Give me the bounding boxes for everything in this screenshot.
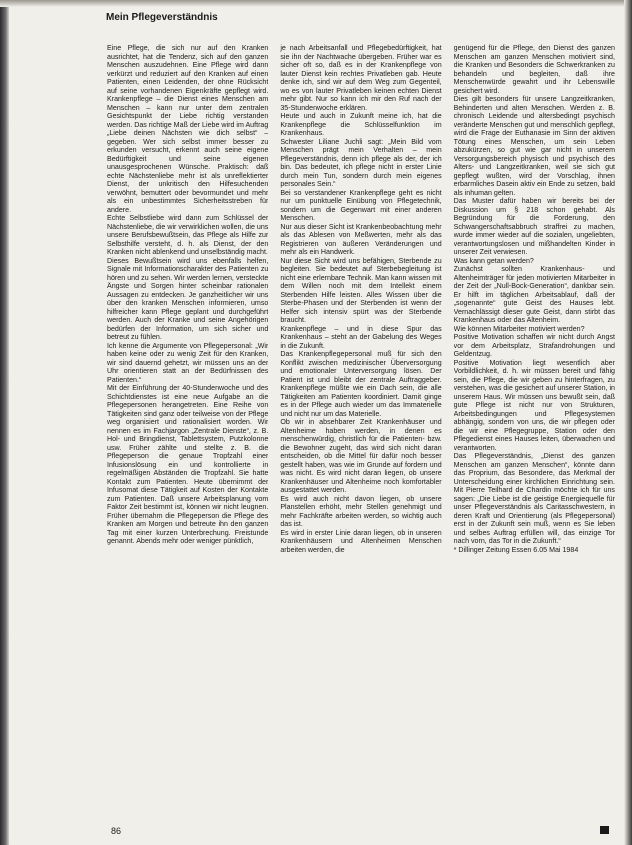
paragraph: Es wird in erster Linie daran liegen, ob in unseren Krankenhäusern und Altenheimen Menschen arbeiten werden, die: [280, 528, 442, 554]
text-column-3: [454, 44, 615, 829]
paragraph: Krankenpflege – und in diese Spur das Krankenhaus – steht an der Gabelung des Weges in die Zukunft.: [280, 324, 442, 350]
paragraph: Nur diese Sicht wird uns befähigen, Sterbende zu begleiten. Sie bedeutet auf Sterbebegleitung ist nicht eine erlernbare Technik. Man kann wissen mit dem Willen noch mit dem Intellekt einem Sterbenden Hilfe leisten. Alles Wissen über die Sterbe-Phasen und der Sterbenden ist wenn der Helfer sich intensiv spürt was der Sterbende braucht.: [280, 256, 442, 324]
paragraph: je nach Arbeitsanfall und Pflegebedürftigkeit, hat sie ihn der Nachtwache übergeben. Früher war es sicher oft so, daß es in der Krankenpflege von lauter Dienst kein rechtes Privatleben gab. Heute denke ich, sind wir auf dem Weg zum Gegenteil, wo es von lauter Privatleben keinen echten Dienst mehr gibt. Nur so kann ich mir den Ruf nach der 35-Stundenwoche erklären.: [280, 44, 442, 112]
text-column-2: [280, 44, 441, 829]
paragraph: Heute und auch in Zukunft meine ich, hat die Krankenpflege die Schlüsselfunktion im Krankenhaus.: [280, 112, 442, 137]
paragraph: Das Pflegeverständnis, „Dienst des ganzen Menschen am ganzen Menschen“, könnte dann das Proprium, das Besondere, das Merkmal der Unterscheidung einer kirchlichen Einrichtung sein. Mit Pierre Teilhard de Chardin möchte ich für uns sagen: „Die Liebe ist die geistige Energiequelle für unser Pflegeverständnis als Caritasschwestern, in deren Kraft und Orientierung (als Pflegepersonal) erst in der Zukunft sein muß, wenn es Sie leben und selbes Auftrag erfüllen will, das einzige Tor nach vorn, das Tor in die Zukunft.“: [453, 452, 615, 545]
page-number: 86: [111, 826, 122, 836]
page-header: Mein Pflegeverständnis: [106, 12, 218, 23]
paragraph: Positive Motivation liegt wesentlich aber Vorbildlichkeit, d. h. wir müssen bereit und fähig sein, die Pflege, die wir geben zu hinterfragen, zu verstehen, was die gesichert auf unserer Station, in unserem Haus. Wir müssen uns bewußt sein, daß gute Pflege ist nicht nur von Strukturen, Arbeitsbedingungen und Pflegesystemen abhängig, sondern von uns, die wir pflegen oder die wir eine Pflegegruppe, Station oder den Pflegedienst eines Hauses leiten, überwachen und verantworten.: [453, 358, 615, 452]
paragraph: Ob wir in absehbarer Zeit Krankenhäuser und Altenheime haben werden, in denen es menschenwürdig, christlich für die Patienten- bzw. die Bewohner zugeht, das wird sich nicht daran entscheiden, ob die Mittel für dafür noch besser gestellt haben, was wie im Grunde auf fordern und was nicht. Es wird nicht daran liegen, ob unsere Krankenhäuser und Altenheime noch komfortabler ausgestattet werden.: [280, 418, 442, 494]
paragraph: Positive Motivation schaffen wir nicht durch Angst vor dem Arbeitsplatz, Strafandrohungen und Geldentzug.: [453, 333, 615, 358]
text-column-1: [107, 44, 268, 829]
end-mark: [600, 826, 609, 834]
paragraph: Das Muster dafür haben wir bereits bei der Diskussion um § 218 schon gehabt. Als Begründung für die Forderung, den Schwangerschaftsabbruch straffrei zu machen, wurde immer wieder auf die sozialen, ungeliebten, verantwortungslosen und mißhandelten Kinder in unserer Zeit verwiesen.: [453, 197, 615, 256]
paragraph: Wie können Mitarbeiter motiviert werden?: [453, 324, 585, 333]
right-edge-shadow: [624, 0, 632, 845]
paragraph: Mit der Einführung der 40-Stundenwoche und des Schichtdienstes ist eine neue Aufgabe an die Pflegepersonen herangetreten. Eine Reihe von Tätigkeiten sind ganz oder teilweise von der Pflege weg organisiert und rationalisiert worden. Wir nennen es im Fachjargon „Zentrale Dienste“, z. B. Hol- und Bringdienst, Tablettsystem, Putzkolonne usw. Früher zählte und stellte z. B. die Pflegeperson die genaue Tropfzahl einer Infusionslösung ein und kontrollierte in regelmäßigen Abständen die Tropfzahl. Sie hatte Kontakt zum Patienten. Heute übernimmt der Infusomat diese Tätigkeit auf Kosten der Kontakte zum Patienten. Daß unsere Arbeitsplanung vom Faktor Zeit bestimmt ist, können wir nicht leugnen. Früher übernahm die Pflegeperson die Pflege des Kranken am Morgen und betreute ihn den ganzen Tag mit einer kurzen Unterbrechung. Freistunde genannt. Abends mehr oder weniger pünktlich,: [107, 384, 269, 545]
paragraph: Echte Selbstliebe wird dann zum Schlüssel der Nächstenliebe, die wir verwirklichen wollen, die uns unsere Berufsbewußtsein, das Pflege als Hilfe zur Selbsthilfe versteht, d. h. als Dienst, der den Kranken nicht ablenkend und unselbständig macht.: [107, 214, 269, 256]
text-columns: [107, 44, 615, 829]
paragraph: genügend für die Pflege, den Dienst des ganzen Menschen am ganzen Menschen motiviert sind, die Kranken und Besonders die Schwerkranken zu behandeln und begleiten, daß ihre Menschenwürde gewahrt und ihr Lebenswille gesichert wird.: [453, 44, 615, 95]
paragraph: Es wird auch nicht davon liegen, ob unsere Planstellen erhöht, mehr Stellen genehmigt und mehr Fachkräfte arbeiten werden, so wichtig auch das ist.: [280, 494, 442, 528]
paragraph: Ich kenne die Argumente von Pflegepersonal: „Wir haben keine oder zu wenig Zeit für den Kranken, wir sind dauernd gehetzt, wir müssen uns an der Uhr orientieren statt an der Bedürfnissen des Patienten.“: [107, 341, 269, 384]
paragraph: Schwester Liliane Juchli sagt: „Mein Bild vom Menschen prägt mein Verhalten – mein Pflegeverständnis, denn ich pflege als der, der ich bin. Das bedeutet, ich pflege nicht in erster Linie durch mein Tun, sondern durch mein eigenes personales Sein.“: [280, 137, 442, 188]
paragraph: Das Krankenpflegepersonal muß für sich den Konflikt zwischen medizinischer Überversorgung und emotionaler Unterversorgung lösen. Der Patient ist und bleibt der zentrale Auftraggeber. Krankenpflege müßte wie ein Dach sein, die alle Tätigkeiten am Patienten koordiniert. Damit ginge es in der Pflege auch wieder um das Immaterielle und nicht nur um das Materielle.: [280, 350, 442, 418]
paragraph: Dieses Bewußtsein wird uns ebenfalls helfen, Signale mit Informationscharakter des Patienten zu hören und zu sehen. Wir werden lernen, versteckte Ängste und Sorgen hinter scheinbar rationalen Aussagen zu entdecken. Je ganzheitlicher wir uns über den kranken Menschen informieren, umso hilfreicher kann Pflege geplant und durchgeführt werden. Auch der Kranke und seine Angehörigen bedürfen der Information, um sich sicher und betreut zu fühlen.: [107, 256, 269, 341]
paragraph: Eine Pflege, die sich nur auf den Kranken ausrichtet, hat die Tendenz, sich auf den ganzen Menschen auszudehnen. Eine Pflege wird dann verkürzt und reduziert auf den Kranken auf einen Patienten, einen Leidenden, der ohne Rücksicht auf seine vorhandenen Eigenkräfte gepflegt wird. Krankenpflege – die Dienst eines Menschen am Menschen – kann nur unter dem zentralen Gesichtspunkt der Liebe richtig verstanden werden. Das richtige Maß der Liebe wird im Auftrag „Liebe deinen Nächsten wie dich selbst“ – gegeben. Wer sich selbst immer besser zu erkunden versucht, erkennt auch seine eigene Bedürftigkeit und seine eigenen unausgesprochenen Wünsche. Praktisch: daß echte Nächstenliebe mehr ist als unreflektierter Dienst, der unkritisch den Hilfesuchenden verwöhnt, bemuttert oder bevormundet und mehr als ein unbestimmtes Sicherheitsstreben für andere.: [107, 44, 269, 214]
footnote: * Dillinger Zeitung Essen 6.05 Mai 1984: [453, 545, 579, 554]
paragraph: Was kann getan werden?: [453, 256, 534, 265]
paragraph: Dies gilt besonders für unsere Langzeitkranken, Behinderten und alten Menschen. Werden z. B. chronisch Leidende und altersbedingt psychisch veränderte Menschen gut und menschlich gepflegt, wird die Frage der Euthanasie im Sinn der aktiven Tötung eines Menschen, um sein Leben abzukürzen, so gut wie gar nicht in unserem Versorgungsbereich physisch und psychisch des Alters- und Langzeitkranken, weil sie sich gut gepflegt wußten, wird der Vorschlag, ihnen erbarmliches Dasein aktiv ein Ende zu setzen, bald als inhuman gelten.: [453, 95, 615, 197]
paragraph: Zunächst sollten Krankenhaus- und Altenheimträger für jeden motivierten Mitarbeiter in der Zeit der „Null-Bock-Generation“, dankbar sein. Er hilft im täglichen Arbeitsablauf, daß der „sogenannte“ gute Geist des Hauses lebt. Vernachlässigt dieser gute Geist, dann stirbt das Krankenhaus oder das Altenheim.: [453, 265, 615, 324]
paragraph: Bei so verstandener Krankenpflege geht es nicht nur um punktuelle Einübung von Pflegetechnik, sondern um die Gegenwart mit einer anderen Menschen.: [280, 188, 442, 222]
top-edge-shadow: [0, 0, 632, 7]
book-spine-shadow: [0, 0, 9, 845]
paragraph: Nur aus dieser Sicht ist Krankenbeobachtung mehr als das Ablesen von Meßwerten, mehr als das Registrieren von äußeren Veränderungen und mehr als ein Handwerk.: [280, 222, 442, 256]
